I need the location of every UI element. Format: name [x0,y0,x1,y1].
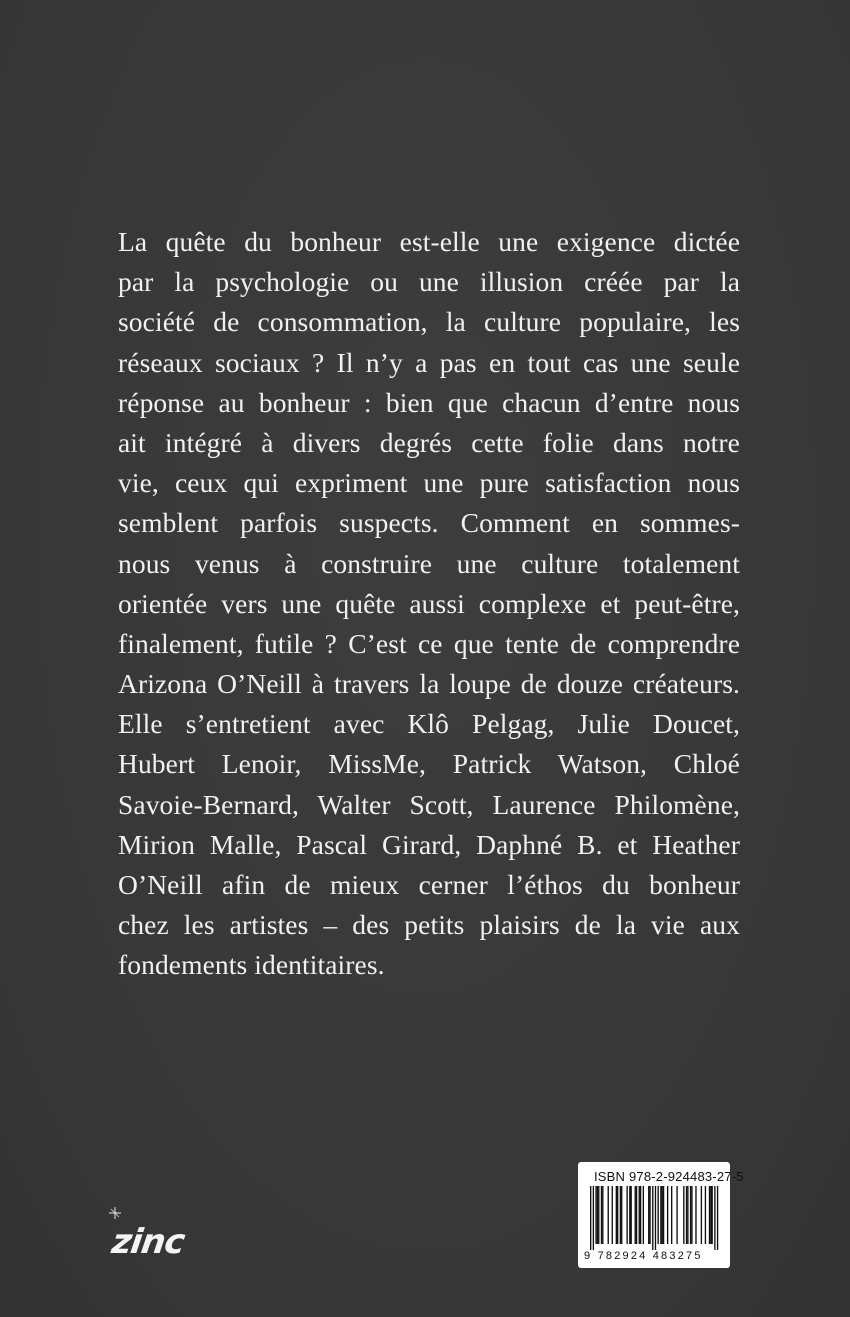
barcode-bar [652,1186,653,1250]
barcode-bar [648,1186,649,1244]
barcode-bar [612,1186,613,1244]
blurb-line: nous venus à construire une culture totalement [118,547,740,579]
barcode-bar [714,1186,715,1250]
barcode-bar [616,1186,617,1244]
barcode-bar [608,1186,609,1244]
blurb-line: Arizona O’Neill à travers la loupe de douze créateurs. [118,668,740,700]
barcode-bar [662,1186,663,1244]
barcode-bar [620,1186,621,1244]
barcode-bar [676,1186,677,1244]
blurb-line: fondements identitaires. [118,949,385,981]
barcode-bar [595,1186,596,1244]
barcode-bar [601,1186,602,1244]
barcode-bar [695,1186,696,1244]
barcode-bar [690,1186,691,1244]
barcode-bar [597,1186,598,1244]
blurb-line: ait intégré à divers degrés cette folie dans notre [118,426,740,458]
barcode-bar [709,1186,710,1244]
barcode-bar [701,1186,702,1244]
blurb-line: Hubert Lenoir, MissMe, Patrick Watson, Chloé [118,748,740,780]
blurb-line: société de consommation, la culture populaire, les [118,306,740,338]
blurb-line: La quête du bonheur est-elle une exigence dictée [118,226,740,257]
barcode-bar [649,1186,650,1244]
barcode-bar [640,1186,641,1244]
blurb-line: réponse au bonheur : bien que chacun d’entre nous [118,386,740,418]
barcode-bar [687,1186,688,1244]
barcode-bar [617,1186,618,1244]
blurb-line: Mirion Malle, Pascal Girard, Daphné B. et Heather [118,828,740,860]
barcode-bar [691,1186,692,1244]
barcode-bar [717,1186,718,1250]
back-cover-blurb [118,222,740,986]
barcode-bar [593,1186,594,1250]
barcode-bar [590,1186,591,1250]
barcode-bar [629,1186,630,1244]
barcode-digits: 9 782924 483275 [584,1250,703,1262]
barcode-bar [621,1186,622,1244]
barcode-bar [712,1186,713,1244]
barcode-bar [686,1186,687,1244]
blurb-line: vie, ceux qui expriment une pure satisfaction nous [118,467,740,499]
blurb-line: finalement, futile ? C’est ce que tente de comprendre [118,627,740,659]
barcode-bars [578,1184,730,1250]
blurb-line: par la psychologie ou une illusion créée par la [118,266,740,298]
blurb-line: semblent parfois suspects. Comment en sommes- [118,507,740,539]
barcode-bar [598,1186,599,1244]
barcode-bar [636,1186,637,1244]
barcode-bar [631,1186,632,1244]
barcode-bar [683,1186,684,1244]
blurb-line: O’Neill afin de mieux cerner l’éthos du bonheur [118,869,740,900]
barcode-bar [660,1186,661,1244]
barcode-bar [710,1186,711,1244]
blurb-line: chez les artistes – des petits plaisirs de la vie aux [118,909,740,941]
barcode-bar [671,1186,672,1244]
blurb-line: Savoie-Bernard, Walter Scott, Laurence Philomène, [118,788,740,820]
spark-icon [108,1206,122,1220]
barcode-bar [639,1186,640,1244]
isbn-barcode [578,1162,744,1268]
blurb-line: Elle s’entretient avec Klô Pelgag, Julie Doucet, [118,708,740,740]
barcode-bar [658,1186,659,1244]
barcode-bar [663,1186,664,1244]
barcode-bar [602,1186,603,1244]
blurb-line: réseaux sociaux ? Il n’y a pas en tout cas une seule [118,346,740,378]
barcode-bar [635,1186,636,1244]
barcode-bar [626,1186,627,1244]
barcode-bar [643,1186,644,1244]
blurb-line: orientée vers une quête aussi complexe et peut-être, [118,587,740,619]
barcode-bar [655,1186,656,1250]
barcode-bar [705,1186,706,1244]
publisher-logo: zinc [109,1222,187,1262]
isbn-label: ISBN 978-2-924483-27-5 [594,1169,744,1184]
barcode-bar [667,1186,668,1244]
